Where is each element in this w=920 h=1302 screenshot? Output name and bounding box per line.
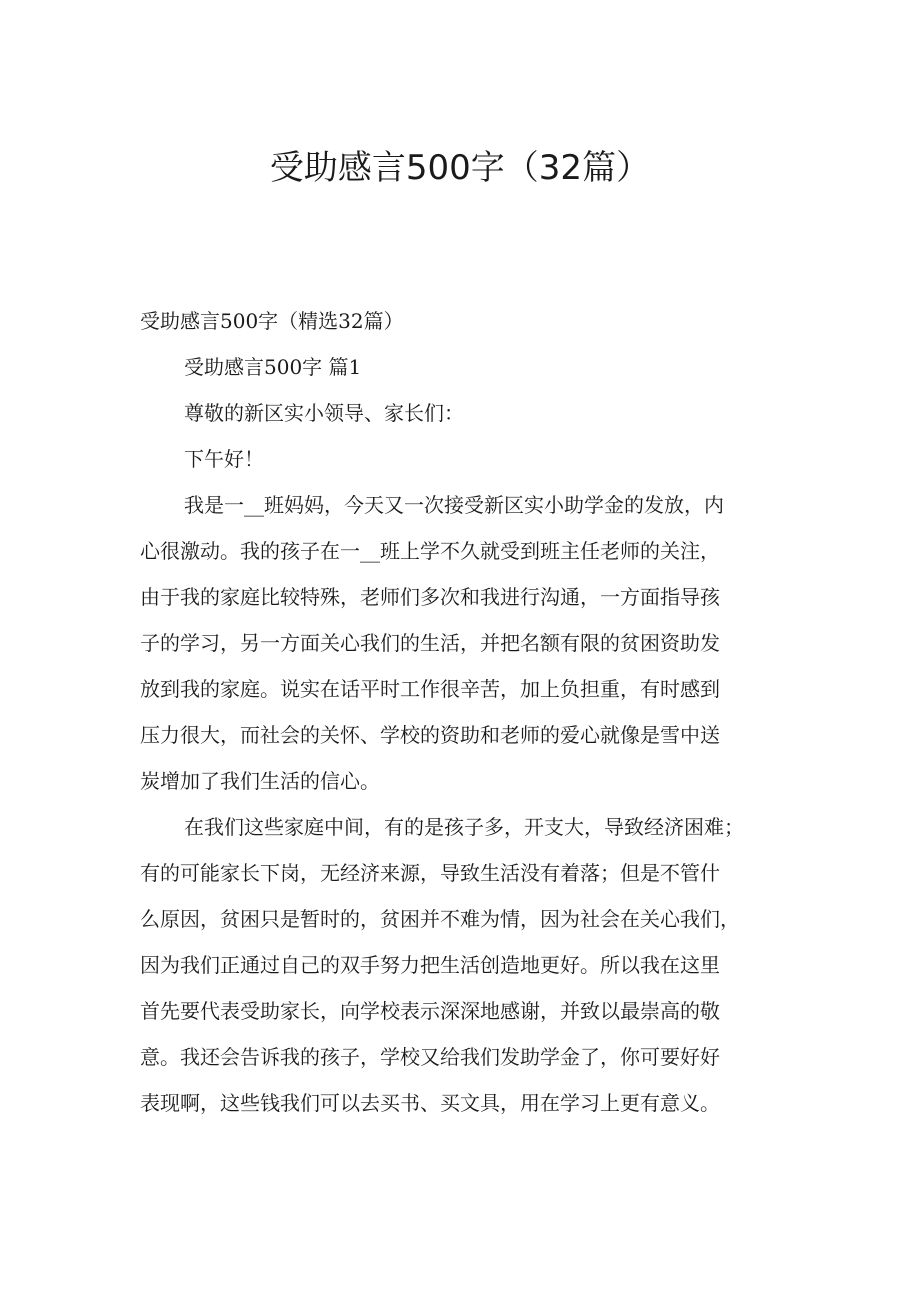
document-title: 受助感言500字（32篇） — [269, 148, 651, 188]
paragraph-line: 表现啊，这些钱我们可以去买书、买文具，用在学习上更有意义。 — [140, 1091, 720, 1115]
paragraph-line: 意。我还会告诉我的孩子，学校又给我们发助学金了，你可要好好 — [140, 1045, 720, 1069]
paragraph-line: 我是一__班妈妈，今天又一次接受新区实小助学金的发放，内 — [184, 493, 724, 517]
salutation-line: 尊敬的新区实小领导、家长们： — [184, 401, 464, 425]
paragraph-line: 因为我们正通过自己的双手努力把生活创造地更好。所以我在这里 — [140, 953, 720, 977]
paragraph-line: 由于我的家庭比较特殊，老师们多次和我进行沟通，一方面指导孩 — [140, 585, 720, 609]
paragraph-line: 放到我的家庭。说实在话平时工作很辛苦，加上负担重，有时感到 — [140, 677, 720, 701]
paragraph-line: 炭增加了我们生活的信心。 — [140, 769, 380, 793]
paragraph-line: 子的学习，另一方面关心我们的生活，并把名额有限的贫困资助发 — [140, 631, 720, 655]
subtitle-line: 受助感言500字（精选32篇） — [140, 309, 404, 333]
section-heading: 受助感言500字 篇1 — [184, 355, 362, 379]
paragraph-line: 在我们这些家庭中间，有的是孩子多，开支大，导致经济困难； — [184, 815, 744, 839]
paragraph-line: 有的可能家长下岗，无经济来源，导致生活没有着落；但是不管什 — [140, 861, 720, 885]
paragraph-line: 么原因，贫困只是暂时的，贫困并不难为情，因为社会在关心我们， — [140, 907, 740, 931]
greeting-line: 下午好！ — [184, 447, 264, 471]
document-body — [140, 298, 808, 1126]
paragraph-line: 压力很大，而社会的关怀、学校的资助和老师的爱心就像是雪中送 — [140, 723, 720, 747]
paragraph-line: 心很激动。我的孩子在一__班上学不久就受到班主任老师的关注， — [140, 539, 720, 563]
paragraph-line: 首先要代表受助家长，向学校表示深深地感谢，并致以最崇高的敬 — [140, 999, 720, 1023]
